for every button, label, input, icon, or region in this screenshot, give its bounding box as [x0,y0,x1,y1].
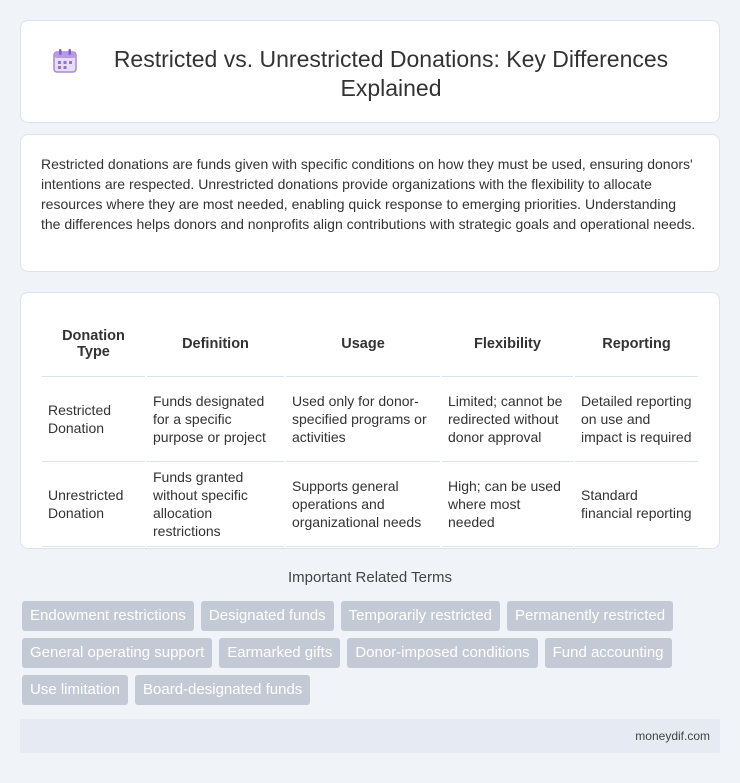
term-tag[interactable]: Designated funds [201,601,334,631]
cell-reporting: Detailed reporting on use and impact is required [574,376,698,461]
footer [20,719,720,753]
cell-definition: Funds granted without specific allocation restrictions [146,461,285,546]
term-tag[interactable]: Temporarily restricted [341,601,500,631]
header-definition: Definition [146,313,285,376]
title-card [20,20,720,123]
term-tag[interactable]: General operating support [22,638,212,668]
cell-definition: Funds designated for a specific purpose or project [146,376,285,461]
cell-donation-type: Unrestricted Donation [42,461,146,546]
cell-usage: Supports general operations and organizational needs [285,461,441,546]
cell-donation-type: Restricted Donation [42,376,146,461]
site-credit[interactable]: moneydif.com [635,729,710,743]
term-tag[interactable]: Endowment restrictions [22,601,194,631]
header-usage: Usage [285,313,441,376]
term-tag[interactable]: Permanently restricted [507,601,673,631]
term-tag[interactable]: Earmarked gifts [219,638,340,668]
related-terms-list [22,601,722,705]
cell-flexibility: High; can be used where most needed [441,461,574,546]
cell-reporting: Standard financial reporting [574,461,698,546]
term-tag[interactable]: Donor-imposed conditions [347,638,537,668]
term-tag[interactable]: Fund accounting [545,638,672,668]
term-tag[interactable]: Use limitation [22,675,128,705]
intro-text: Restricted donations are funds given with specific conditions on how they must be used, ensuring donors' intentions are respected. Unrestricted donations provide organizations with the flexibility to allocate resources where they are most needed, enabling quick response to emerging priorities. Understanding the differences helps donors and nonprofits align contributions with strategic goals and operational needs. [41,156,696,232]
term-tag[interactable]: Board-designated funds [135,675,310,705]
comparison-table-card [20,292,720,549]
table-row [42,461,698,546]
page-title: Restricted vs. Unrestricted Donations: Key Differences Explained [113,46,669,101]
cell-flexibility: Limited; cannot be redirected without donor approval [441,376,574,461]
cell-usage: Used only for donor-specified programs or activities [285,376,441,461]
header-reporting: Reporting [574,313,698,376]
header-donation-type: Donation Type [42,313,146,376]
intro-card [20,134,720,272]
table-row [42,376,698,461]
header-flexibility: Flexibility [441,313,574,376]
related-terms-heading: Important Related Terms [288,569,452,586]
calendar-icon [51,47,79,75]
comparison-table [42,313,698,547]
table-header-row [42,313,698,376]
